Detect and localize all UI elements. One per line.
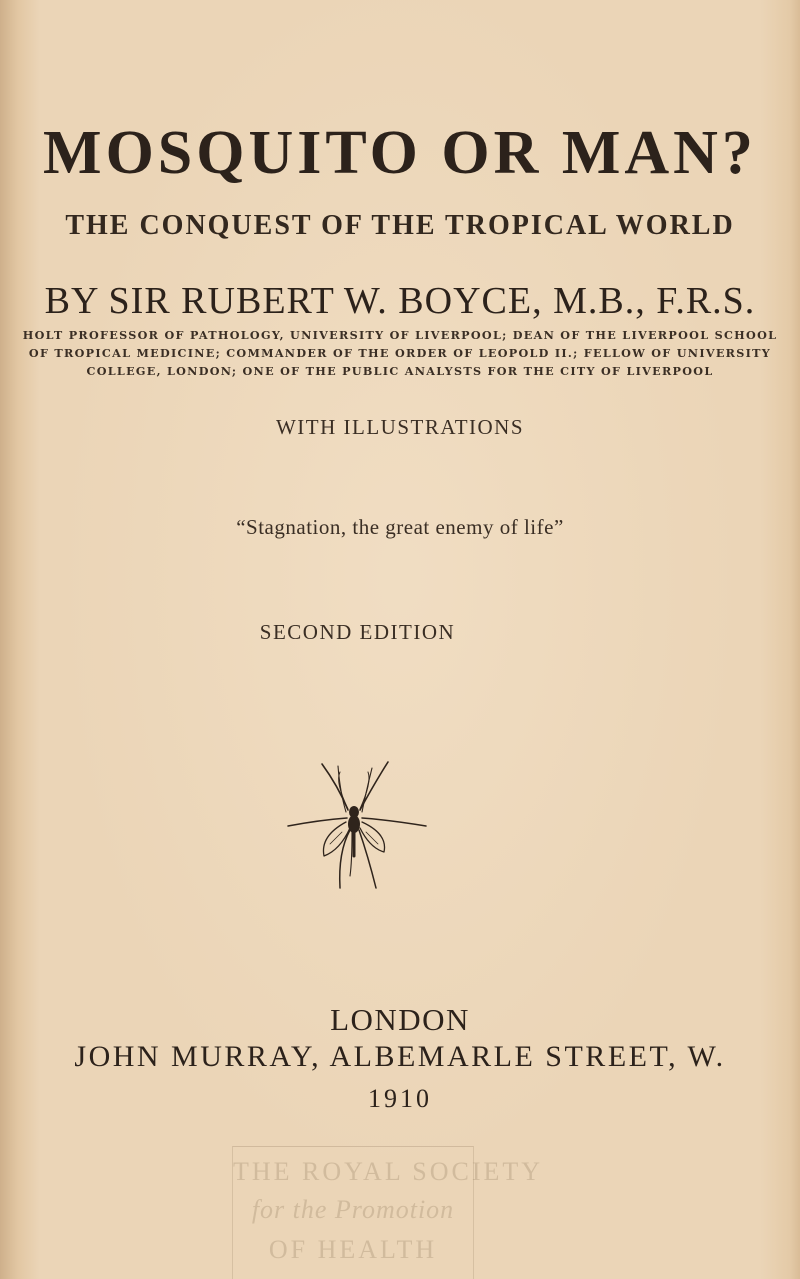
imprint-publisher: JOHN MURRAY, ALBEMARLE STREET, W. [74,1040,726,1073]
book-subtitle: THE CONQUEST OF THE TROPICAL WORLD [65,210,735,241]
author-credentials [0,326,800,380]
author-line: BY SIR RUBERT W. BOYCE, M.B., F.R.S. [44,280,756,322]
motto-quote: “Stagnation, the great enemy of life” [236,515,564,539]
credentials-line: COLLEGE, LONDON; ONE OF THE PUBLIC ANALYSTS FOR THE CITY OF LIVERPOOL [86,364,714,378]
credentials-line: OF TROPICAL MEDICINE; COMMANDER OF THE ORDER OF LEOPOLD II.; FELLOW OF UNIVERSITY [28,346,772,360]
imprint-year: 1910 [368,1084,432,1113]
stamp-line: for the Promotion [251,1195,455,1224]
book-title: MOSQUITO OR MAN? [43,119,757,187]
credentials-line: HOLT PROFESSOR OF PATHOLOGY, UNIVERSITY OF LIVERPOOL; DEAN OF THE LIVERPOOL SCHOOL [22,328,778,342]
stamp-line: OF HEALTH [268,1235,438,1264]
edition-statement: SECOND EDITION [259,620,456,644]
mosquito-icon [280,752,430,902]
library-stamp [232,1146,544,1279]
imprint-city: LONDON [330,1002,470,1037]
illustrations-note: WITH ILLUSTRATIONS [275,415,525,439]
stamp-line: THE ROYAL SOCIETY [233,1157,544,1186]
